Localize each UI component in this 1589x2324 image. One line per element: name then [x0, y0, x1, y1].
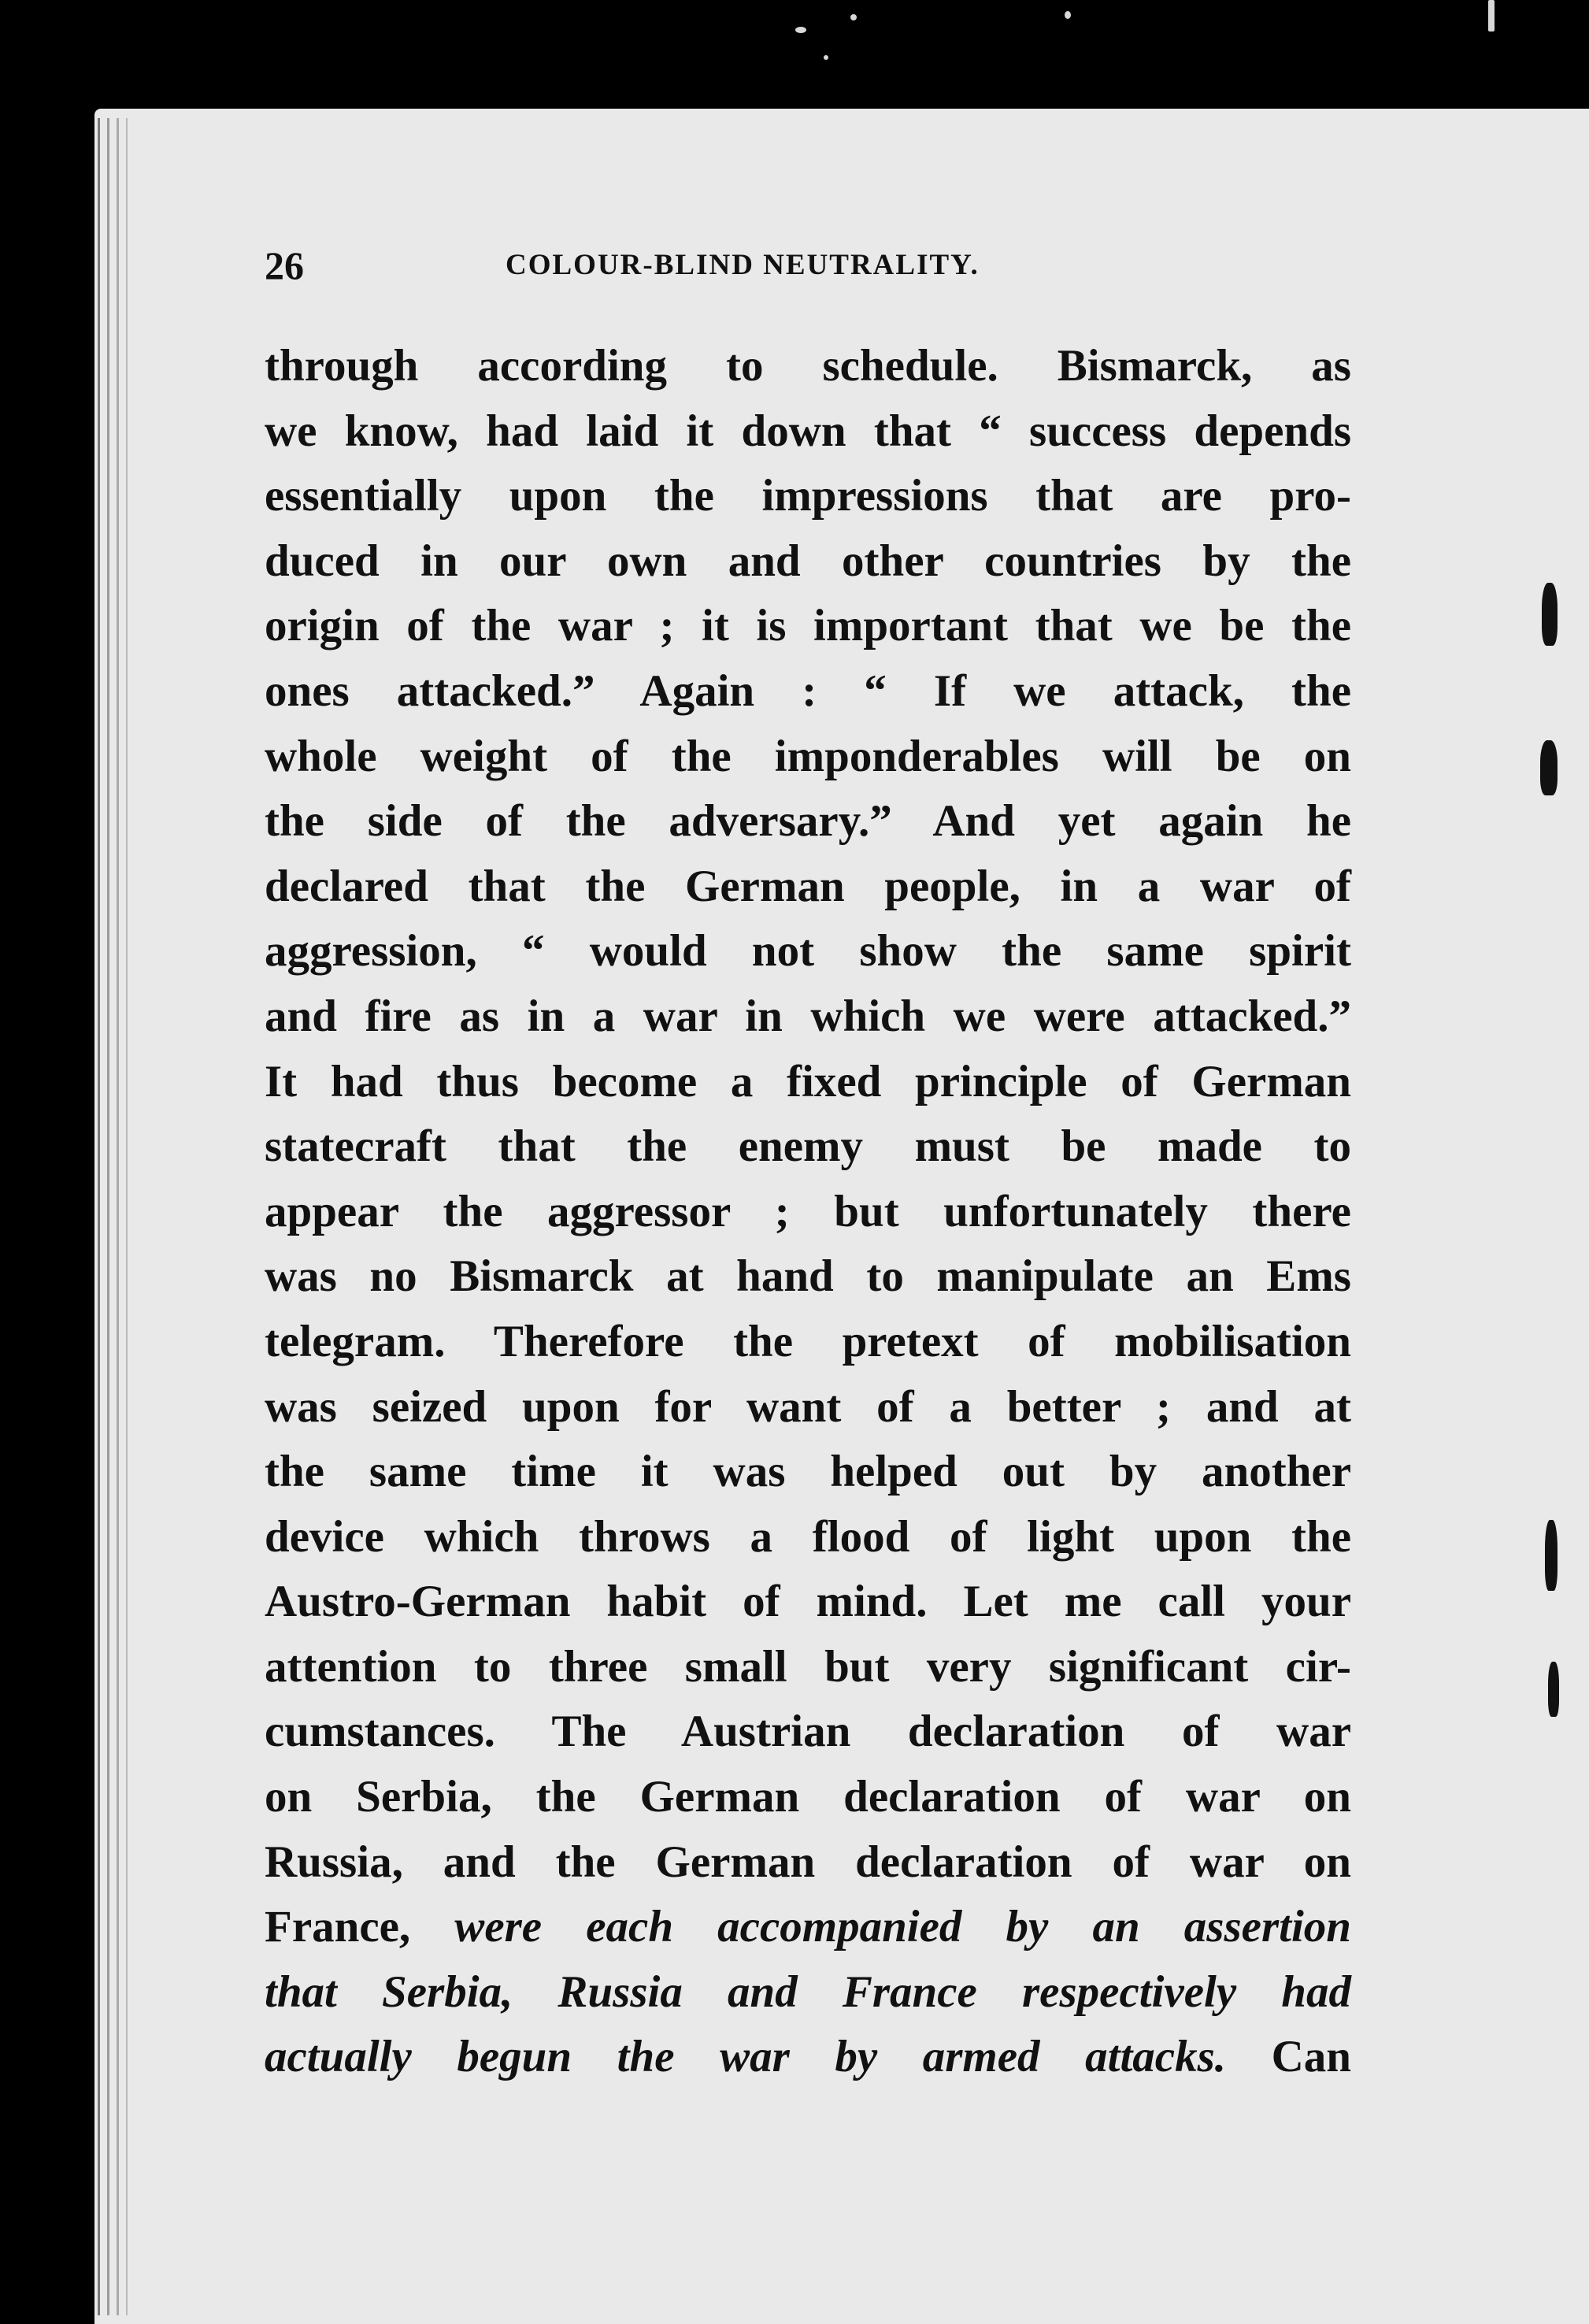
- text-line: the same time it was helped out by another: [265, 1447, 1351, 1497]
- bleed-through-mark: [1548, 1662, 1559, 1717]
- text-line: duced in our own and other countries by the: [265, 536, 1351, 586]
- scan-speck: [824, 55, 828, 60]
- text-line: ones attacked.” Again : “ If we attack, the: [265, 665, 1351, 716]
- text-line: through according to schedule. Bismarck, as: [265, 341, 1351, 391]
- scan-speck: [850, 14, 857, 20]
- text-line: the side of the adversary.” And yet again he: [265, 796, 1351, 847]
- text-line: was no Bismarck at hand to manipulate an Ems: [265, 1251, 1351, 1302]
- text-line: whole weight of the imponderables will be on: [265, 731, 1351, 781]
- text-line-mixed: [265, 1895, 1351, 1960]
- text-line: Russia, and the German declaration of war on: [265, 1837, 1351, 1887]
- body-text: [265, 334, 1351, 2090]
- text-line: statecraft that the enemy must be made to: [265, 1121, 1351, 1172]
- text-line: Austro-German habit of mind. Let me call your: [265, 1577, 1351, 1627]
- bleed-through-mark: [1542, 583, 1558, 646]
- text-line: and fire as in a war in which we were attacked.”: [265, 991, 1351, 1041]
- roman-run: Can: [1226, 2032, 1351, 2082]
- running-title: COLOUR-BLIND NEUTRALITY.: [506, 249, 980, 281]
- roman-run: France,: [265, 1902, 455, 1952]
- text-line: origin of the war ; it is important that we be the: [265, 601, 1351, 651]
- italic-run: actually begun the war by armed attacks.: [265, 2032, 1227, 2082]
- page-edge-line: [117, 118, 119, 2315]
- scan-speck: [1488, 0, 1495, 32]
- page-edge-line: [98, 118, 100, 2315]
- text-line: cumstances. The Austrian declaration of war: [265, 1707, 1351, 1757]
- text-line: was seized upon for want of a better ; and at: [265, 1381, 1351, 1432]
- bleed-through-mark: [1545, 1520, 1558, 1591]
- text-line: It had thus become a fixed principle of German: [265, 1056, 1351, 1106]
- text-line: essentially upon the impressions that are pro-: [265, 471, 1351, 521]
- page-edge-line: [107, 118, 109, 2315]
- text-line: device which throws a flood of light upon the: [265, 1511, 1351, 1562]
- scan-speck: [1065, 11, 1071, 19]
- text-line-italic: [265, 1960, 1351, 2026]
- text-line: on Serbia, the German declaration of war on: [265, 1772, 1351, 1822]
- text-line-mixed: [265, 2025, 1351, 2090]
- page-edge-line: [126, 118, 128, 2315]
- text-line: appear the aggressor ; but unfortunately there: [265, 1186, 1351, 1236]
- page-header: [265, 234, 1351, 297]
- text-line: aggression, “ would not show the same spirit: [265, 926, 1351, 977]
- italic-run: that Serbia, Russia and France respectively had: [265, 1966, 1351, 2017]
- text-line: declared that the German people, in a war of: [265, 861, 1351, 911]
- bleed-through-mark: [1540, 740, 1558, 795]
- scan-speck: [795, 27, 806, 33]
- page-number: 26: [265, 243, 304, 287]
- italic-run: were each accompanied by an assertion: [454, 1902, 1351, 1952]
- text-line: attention to three small but very significant cir-: [265, 1641, 1351, 1692]
- text-line: telegram. Therefore the pretext of mobilisation: [265, 1316, 1351, 1366]
- text-line: we know, had laid it down that “ success depends: [265, 406, 1351, 456]
